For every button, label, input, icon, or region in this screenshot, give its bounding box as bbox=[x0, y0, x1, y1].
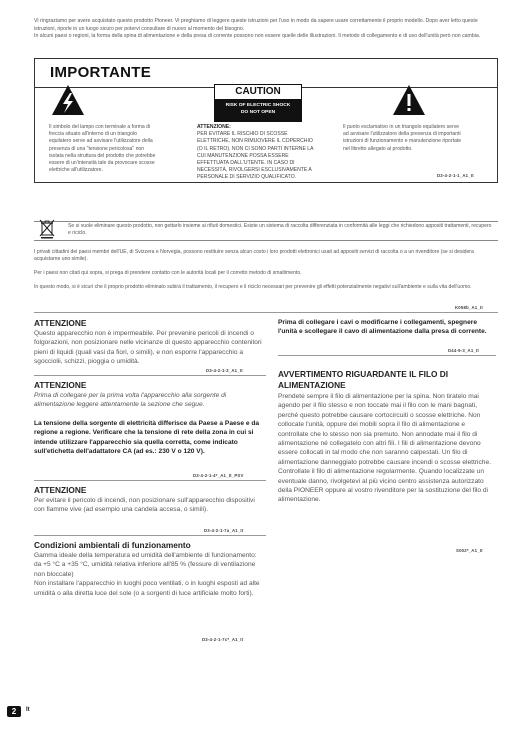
reference-code: S002*_A1_It bbox=[456, 548, 483, 553]
caution-title: CAUTION bbox=[215, 85, 301, 99]
reference-code: D44-9-3_A1_It bbox=[448, 348, 480, 353]
section-italic-note: Prima di collegare per la prima volta l'apparecchio alla sorgente di alimentazione leggere attentamente la sezione che segue. bbox=[34, 392, 227, 409]
reference-code: D3-4-2-1-3_A1_It bbox=[206, 368, 243, 373]
crossed-bin-icon bbox=[39, 219, 55, 239]
disposal-paragraph: Per i paesi non citati qui sopra, si prega di prendere contatto con le autorità locali per il corretto metodo di smaltimento. bbox=[34, 270, 302, 276]
reference-code: D3-4-2-1-1_A1_It bbox=[437, 173, 474, 178]
reference-code: K058b_A1_It bbox=[455, 305, 483, 310]
body-line: Non installare l'apparecchio in luoghi poco ventilati, o in luoghi esposti ad alte umidità o alla diretta luce del sole (o a sorgenti di luce artificiale molto forti). bbox=[34, 580, 260, 597]
divider bbox=[34, 312, 498, 313]
connection-warning: Prima di collegare i cavi o modificarne i collegamenti, spegnere l'unità e scollegare il cavo di alimentazione dalla presa di corrente. bbox=[278, 319, 487, 336]
lightning-symbol-description: Il simbolo del lampo con terminale a forma di freccia situato all'interno di un triangolo equilatero serve ad avvisare l'utilizzatore della presenza di una "tensione pericolosa" non isolata nella struttura del prodotto che potrebbe essere di un'intensità tale da provocare scosse elettriche all'utilizzatore. bbox=[49, 124, 156, 174]
reference-code: D3-4-2-1-4*_A1_It_PSV bbox=[193, 473, 244, 478]
intro-paragraph: In alcuni paesi o regioni, la forma della spina di alimentazione e della presa di corrente possono non essere quelle delle illustrazioni. Il metodo di collegamento e di uso dell'unità però non cambia. bbox=[34, 33, 481, 40]
weee-text: Se si vuole eliminare questo prodotto, non gettarlo insieme ai rifiuti domestici. Esiste un sistema di raccolta differenziata in conformità alle leggi che richiedono appositi trattamenti, recupero e riciclo. bbox=[68, 223, 492, 237]
divider bbox=[278, 355, 496, 356]
caution-line: RISK OF ELECTRIC SHOCK bbox=[225, 103, 291, 108]
page-number: 2 bbox=[7, 706, 21, 717]
disposal-paragraph: I privati cittadini dei paesi membri dell'UE, di Svizzera e Norvegia, possono restituire senza alcun costo i loro prodotti elettronici usati ad appositi servizi di raccolta o a un rivenditore (se si desidera acquistarne uno simile). bbox=[34, 249, 474, 263]
section-body: Questo apparecchio non è impermeabile. Per prevenire pericoli di incendi o folgorazioni, non posizionare nelle vicinanze di questo apparecchio contenitori pieni di liquidi (quali vasi da fiori, o simili), e non esporre l'apparecchio a sgocciolii, schizzi, pioggia o umidità. bbox=[34, 330, 262, 366]
exclamation-warning-icon bbox=[392, 84, 426, 116]
section-heading: ATTENZIONE bbox=[34, 318, 87, 328]
caution-warning bbox=[215, 99, 301, 121]
divider bbox=[34, 375, 266, 376]
section-heading: Condizioni ambientali di funzionamento bbox=[34, 540, 191, 550]
exclamation-symbol-description: Il punto esclamativo in un triangolo equilatero serve ad avvisare l'utilizzatore della presenza di importanti istruzioni di funzionamento e manutenzione riportate nel libretto allegato al prodotto. bbox=[343, 124, 462, 152]
section-heading: ATTENZIONE bbox=[34, 485, 87, 495]
lightning-warning-icon bbox=[51, 84, 85, 116]
caution-line: DO NOT OPEN bbox=[240, 110, 276, 115]
section-heading: AVVERTIMENTO RIGUARDANTE IL FILO DI ALIMENTAZIONE bbox=[278, 369, 449, 390]
body-line: Gamma ideale della temperatura ed umidità dell'ambiente di funzionamento: bbox=[34, 552, 257, 559]
disposal-paragraph: In questo modo, si è sicuri che il proprio prodotto eliminato subirà il trattamento, il recupero e il riciclo necessari per prevenire gli effetti potenzialmente negativi sull'ambiente e sulla vita dell'uomo. bbox=[34, 284, 472, 290]
attenzione-heading: ATTENZIONE: bbox=[197, 124, 231, 130]
intro-text bbox=[34, 18, 498, 41]
divider bbox=[34, 535, 266, 536]
reference-code: D3-4-2-1-7a_A1_It bbox=[204, 528, 244, 533]
section-bold-warning: La tensione della sorgente di elettricità differisce da Paese a Paese e da regione a regione. Verificare che la tensione di rete della zona in cui si intende utilizzare l'apparecchio sia quella corretta, come indicato sull'etichetta dell'adattatore CA (ad es.: 230 V o 120 V). bbox=[34, 420, 260, 456]
attenzione-notice bbox=[197, 124, 317, 182]
section-heading: ATTENZIONE bbox=[34, 380, 87, 390]
section-body: Per evitare il pericolo di incendi, non posizionare sull'apparecchio dispositivi con fiamme vive (ad esempio una candela accesa, o simili). bbox=[34, 497, 255, 514]
intro-paragraph: Vi ringraziamo per avere acquistato questo prodotto Pioneer. Vi preghiamo di leggere queste istruzioni per l'uso in modo da sapere usare correttamente il proprio modello. Dopo aver letto queste istruzioni, riporle in un luogo sicuro per potervi consultare di nuovo al momento del bisogno. bbox=[34, 18, 478, 32]
language-code: It bbox=[26, 707, 30, 713]
attenzione-text: PER EVITARE IL RISCHIO DI SCOSSE ELETTRICHE, NON RIMUOVERE IL COPERCHIO (O IL RETRO). NON CI SONO PARTI INTERNE LA CUI MANUTENZIONE POSSA ESSERE EFFETTUATA DALL'UTENTE. IN CASO DI NECESSITÀ, RIVOLGERSI ESCLUSIVAMENTE A PERSONALE DI SERVIZIO QUALIFICATO. bbox=[197, 131, 314, 181]
importante-title: IMPORTANTE bbox=[50, 64, 152, 81]
body-line: da +5 °C a +35 °C, umidità relativa inferiore all'85 % (fessure di ventilazione non bloccate) bbox=[34, 561, 256, 578]
reference-code: D3-4-2-1-7c*_A1_It bbox=[202, 637, 244, 642]
section-body: Prendete sempre il filo di alimentazione per la spina. Non tiratelo mai agendo per il filo stesso e non toccate mai il filo con le mani bagnati, perché questo potrebbe causare cortocircuiti o scosse elettriche. Non collocate l'unità, oppure dei mobili sopra il filo di alimentazione e controllate che lo stesso non sia premuto. Non annodate mai il filo di alimentazione né collegatelo con altri fili. I fili di alimentazione devono essere collocati in tal modo che non saranno calpestati. Un filo di alimentazione danneggiato potrebbe causare incendi o scosse elettriche. Controllate il filo di alimentazione regolarmente. Quando localizzate un eventuale danno, rivolgetevi al più vicino centro assistenza autorizzato della PIONEER oppure al vostro rivenditore per la sostituzione del filo di alimentazione. bbox=[278, 393, 491, 504]
divider bbox=[34, 480, 266, 481]
section-body bbox=[34, 551, 266, 598]
caution-label bbox=[214, 84, 302, 122]
